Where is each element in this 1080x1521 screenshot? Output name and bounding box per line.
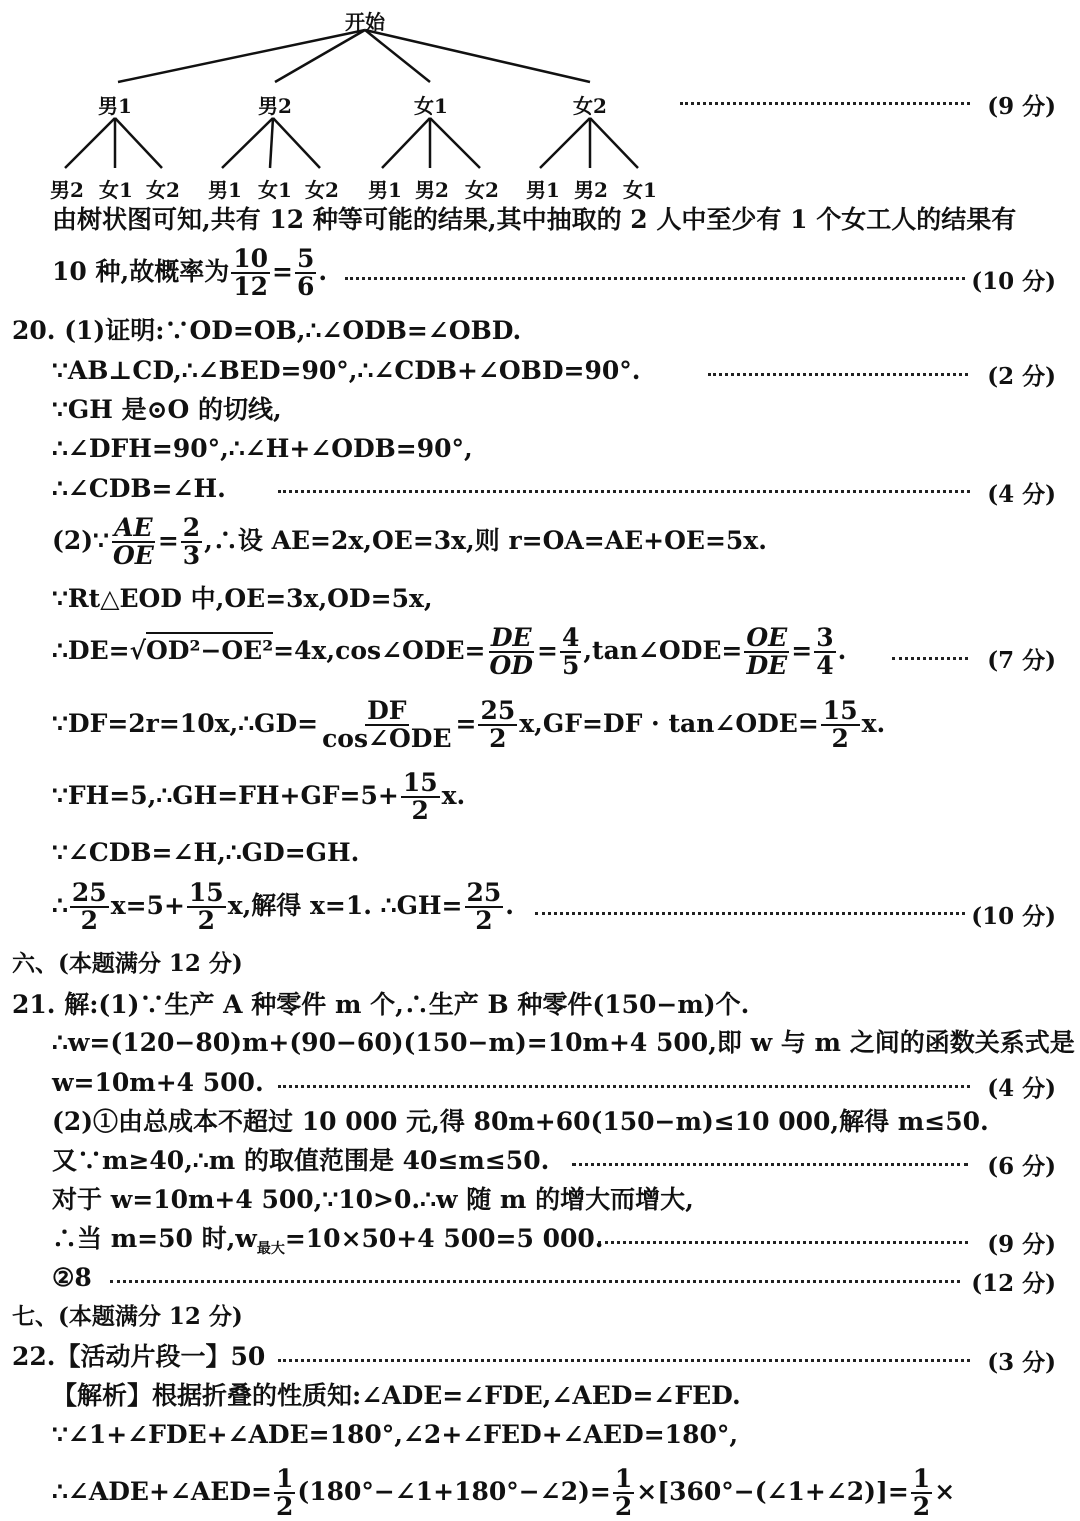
text-line: ∵AB⊥CD,∴∠BED=90°,∴∠CDB+∠OBD=90°. <box>52 356 641 385</box>
text-line: 21. 解:(1)∵生产 A 种零件 m 个,∴生产 B 种零件(150−m)个. <box>12 990 750 1019</box>
text-line: ∴∠CDB=∠H. <box>52 474 226 503</box>
dot-leader <box>535 912 965 915</box>
dot-leader <box>278 1359 970 1362</box>
text-line: ∵GH 是⊙O 的切线, <box>52 395 282 424</box>
text-line: ∴w=(120−80)m+(90−60)(150−m)=10m+4 500,即 w 与 m 之间的函数关系式是 <box>52 1028 1075 1057</box>
tree-leaf: 女1 <box>258 178 292 202</box>
tree-leaf: 男2 <box>574 178 608 202</box>
score-label: (12 分) <box>971 1270 1056 1297</box>
dot-leader <box>345 277 965 280</box>
text-line: 20. (1)证明:∵OD=OB,∴∠ODB=∠OBD. <box>12 316 522 345</box>
text-line: 【解析】根据折叠的性质知:∠ADE=∠FDE,∠AED=∠FED. <box>52 1381 741 1410</box>
tree-leaf: 女1 <box>623 178 657 202</box>
text-line: ∴∠DFH=90°,∴∠H+∠ODB=90°, <box>52 434 473 463</box>
tree-node: 女1 <box>414 94 448 118</box>
tree-node: 男2 <box>258 94 292 118</box>
tree-leaf: 女1 <box>99 178 133 202</box>
dot-leader <box>278 1085 970 1088</box>
text-line: (2)①由总成本不超过 10 000 元,得 80m+60(150−m)≤10 000,解得 m≤50. <box>52 1107 989 1136</box>
text-line: w=10m+4 500. <box>52 1068 264 1097</box>
tree-node: 男1 <box>98 94 132 118</box>
fraction: $\frac{10}{12}$ <box>233 244 268 302</box>
tree-leaf: 男1 <box>526 178 560 202</box>
section-heading: 六、(本题满分 12 分) <box>12 950 243 977</box>
text-line: 由树状图可知,共有 12 种等可能的结果,其中抽取的 2 人中至少有 1 个女工人的结果有 <box>52 205 1017 234</box>
tree-leaf: 女2 <box>465 178 499 202</box>
dot-leader <box>708 373 968 376</box>
dot-leader <box>598 1241 968 1244</box>
dot-leader <box>278 490 970 493</box>
math-line: ∴DE=√OD²−OE²=4x,cos∠ODE= $\frac{DE}{OD}$ = $\frac{4}{5}$ ,tan∠ODE= $\frac{OE}{DE}$ = $\frac{3}{4}$ . <box>52 623 847 681</box>
tree-leaf: 女2 <box>305 178 339 202</box>
section-heading: 七、(本题满分 12 分) <box>12 1303 243 1330</box>
text-line: 又∵m≥40,∴m 的取值范围是 40≤m≤50. <box>52 1146 550 1175</box>
tree-root: 开始 <box>345 10 385 34</box>
tree-leaf: 男2 <box>50 178 84 202</box>
probability-line: 10 种,故概率为 $\frac{10}{12}$ = $\frac{5}{6}$ . <box>52 244 328 302</box>
score-label: (9 分) <box>987 93 1056 120</box>
math-line: ∴当 m=50 时$,w_{最大}=10\times 50+4$ 500=5 000. <box>52 1224 604 1257</box>
math-line: ∴ $\frac{25}{2}$ x=5+ $\frac{15}{2}$ x,解得 x=1. ∴GH= $\frac{25}{2}$ . <box>52 878 515 936</box>
score-label: (3 分) <box>987 1349 1056 1376</box>
text-line: ∵∠1+∠FDE+∠ADE=180°,∠2+∠FED+∠AED=180°, <box>52 1420 739 1449</box>
tree-leaf: 男1 <box>208 178 242 202</box>
score-label: (4 分) <box>987 1075 1056 1102</box>
text-line: ∵Rt△EOD 中,OE=3x,OD=5x, <box>52 584 433 613</box>
tree-leaf: 女2 <box>146 178 180 202</box>
tree-node: 女2 <box>573 94 607 118</box>
score-label: (2 分) <box>987 363 1056 390</box>
score-label: (10 分) <box>971 903 1056 930</box>
score-label: (4 分) <box>987 481 1056 508</box>
math-line: (2)∵ $\frac{AE}{OE}$ = $\frac{2}{3}$ ,∴设 AE=2x,OE=3x,则 r=OA=AE+OE=5x. <box>52 513 767 571</box>
dot-leader <box>110 1280 960 1283</box>
dot-leader <box>572 1163 968 1166</box>
text-line: ②8 <box>52 1263 92 1292</box>
score-label: (7 分) <box>987 647 1056 674</box>
score-label: (9 分) <box>987 1231 1056 1258</box>
tree-leaf: 男1 <box>368 178 402 202</box>
score-label: (10 分) <box>971 268 1056 295</box>
score-label: (6 分) <box>987 1153 1056 1180</box>
tree-leaf: 男2 <box>415 178 449 202</box>
dot-leader <box>892 657 968 660</box>
text-line: 22.【活动片段一】50 <box>12 1342 266 1371</box>
fraction: $\frac{5}{6}$ <box>296 244 315 302</box>
math-line: ∵DF=2r=10x,∴GD= $\frac{DF}{\text{cos∠ODE}}$ = $\frac{25}{2}$ x,GF=DF · tan∠ODE= $\frac{15}{2}$ x. <box>52 696 886 754</box>
math-line: ∴∠ADE+∠AED= $\frac{1}{2}$ (180°−∠1+180°−∠2)= $\frac{1}{2}$ ×[360°−(∠1+∠2)]= $\frac{1}{2}$ × <box>52 1464 956 1521</box>
text-line: 对于 w=10m+4 500,∵10>0.∴w 随 m 的增大而增大, <box>52 1185 694 1214</box>
math-line: ∵FH=5,∴GH=FH+GF=5+ $\frac{15}{2}$ x. <box>52 768 466 826</box>
text-line: ∵∠CDB=∠H,∴GD=GH. <box>52 838 360 867</box>
dot-leader <box>680 102 970 105</box>
